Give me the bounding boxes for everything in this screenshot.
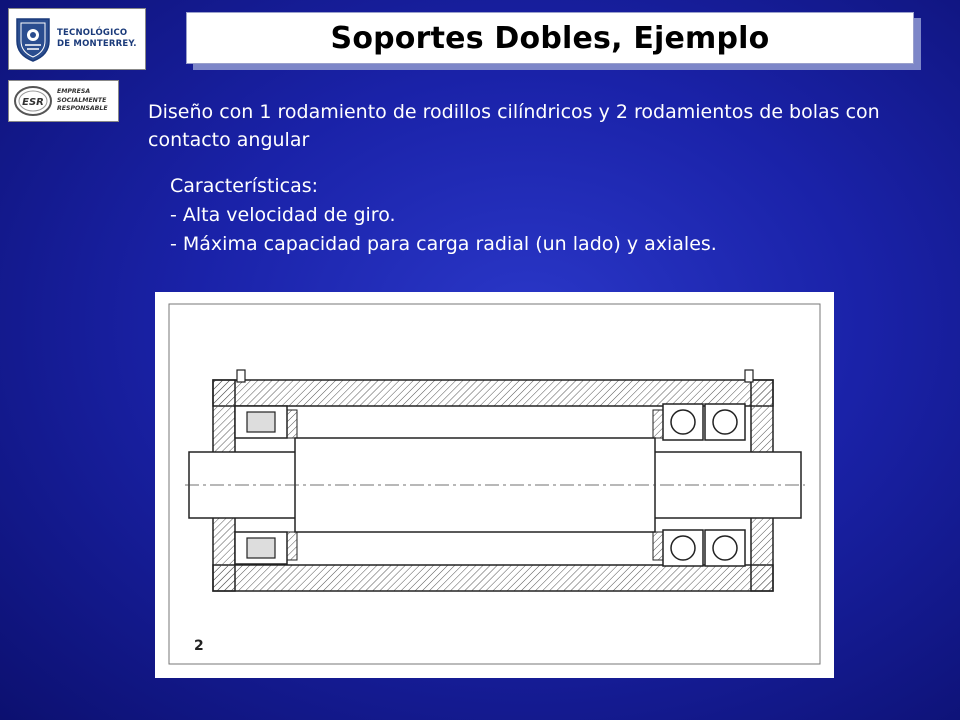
esr-badge-icon — [13, 84, 53, 118]
esr-badge-text: ESR — [22, 97, 44, 108]
tec-monterrey-logo — [8, 8, 146, 70]
tec-logo-line1: TECNOLÓGICO — [57, 28, 128, 38]
esr-logo-line1: EMPRESA — [57, 88, 91, 96]
tec-seal-icon — [13, 15, 53, 63]
title-box — [186, 12, 914, 64]
tec-logo-line2: DE MONTERREY. — [57, 39, 137, 49]
features-list — [170, 172, 930, 259]
slide-subtitle: Diseño con 1 rodamiento de rodillos cilíndricos y 2 rodamientos de bolas con contacto angular — [148, 101, 880, 151]
features-heading: Características: — [170, 175, 319, 197]
bearing-assembly-figure — [155, 292, 834, 678]
esr-logo-line3: RESPONSABLE — [57, 105, 108, 113]
feature-item: - Alta velocidad de giro. — [170, 204, 396, 226]
feature-item: - Máxima capacidad para carga radial (un lado) y axiales. — [170, 233, 717, 255]
slide-title: Soportes Dobles, Ejemplo — [330, 20, 770, 56]
esr-logo-line2: SOCIALMENTE — [57, 96, 107, 104]
figure-number: 2 — [194, 638, 204, 654]
esr-logo — [8, 80, 119, 122]
bearing-assembly-drawing-icon — [155, 292, 834, 678]
